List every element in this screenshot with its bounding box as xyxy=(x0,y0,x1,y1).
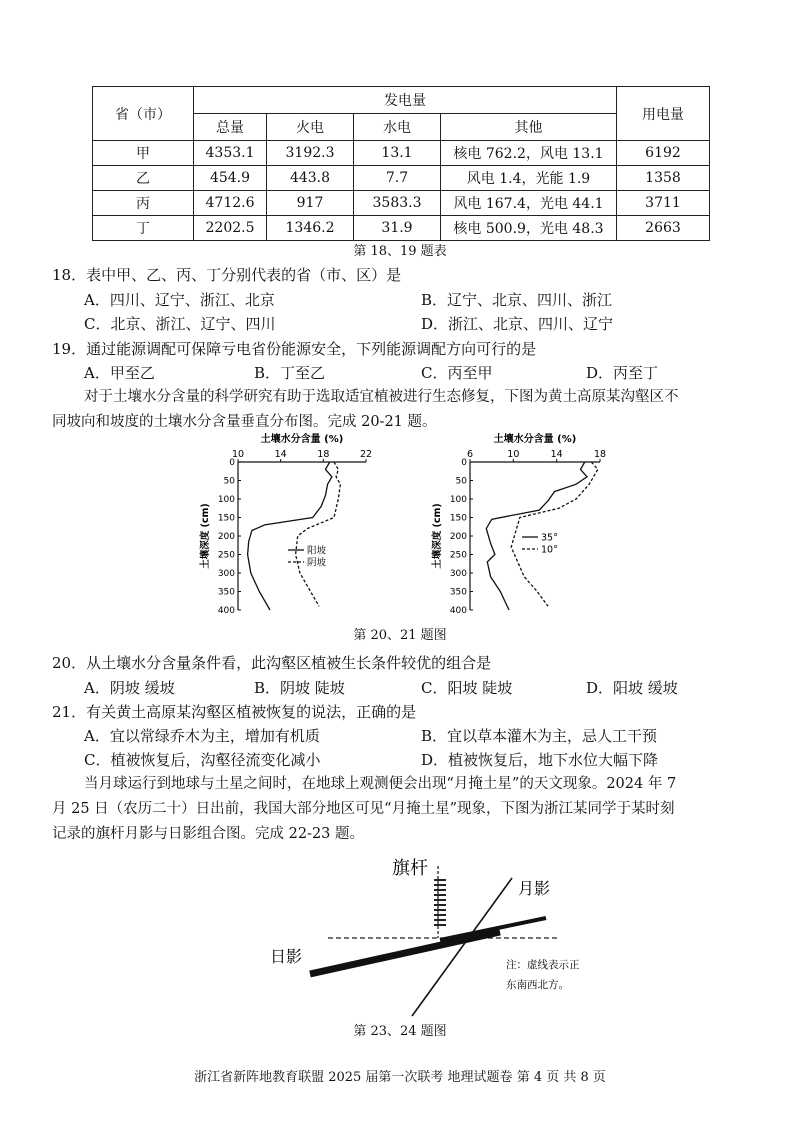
cell-thermal: 1346.2 xyxy=(267,216,354,241)
y-tick-label: 350 xyxy=(449,587,467,598)
y-tick-label: 200 xyxy=(449,532,467,542)
q19-option-c: C．丙至甲 xyxy=(421,364,493,382)
q20-option-d: D．阳坡 缓坡 xyxy=(586,679,678,697)
note-line2: 东南西北方。 xyxy=(506,979,569,991)
y-tick-label: 50 xyxy=(455,476,467,487)
cell-total: 4712.6 xyxy=(194,191,267,216)
header-province: 省（市） xyxy=(93,87,194,141)
q19-option-b: B．丁至乙 xyxy=(254,364,326,382)
cell-thermal: 917 xyxy=(267,191,354,216)
cell-other: 核电 500.9，光电 48.3 xyxy=(441,216,617,241)
series-line-secondary xyxy=(296,462,341,606)
q20-option-c: C．阳坡 陡坡 xyxy=(421,679,513,697)
row-name: 丁 xyxy=(93,216,194,241)
table-row xyxy=(93,191,710,216)
figure-20-21-caption: 第 20、21 题图 xyxy=(353,628,447,643)
table-row xyxy=(93,166,710,191)
intro-22-23-line1: 当月球运行到地球与土星之间时，在地球上观测便会出现“月掩土星”的天文现象。2024 年 7 xyxy=(84,776,677,792)
y-tick-label: 100 xyxy=(217,495,235,505)
cell-hydro: 7.7 xyxy=(354,166,441,191)
cell-thermal: 3192.3 xyxy=(267,141,354,166)
y-tick-label: 250 xyxy=(449,550,467,561)
table-row xyxy=(93,141,710,166)
flagpole-shadow-diagram xyxy=(250,852,610,1024)
q21-option-b: B．宜以草本灌木为主，忌人工干预 xyxy=(421,727,658,745)
cell-usage: 2663 xyxy=(617,216,710,241)
x-tick-label: 22 xyxy=(359,449,373,460)
x-tick-label: 10 xyxy=(507,449,520,460)
chart-title: 土壤水分含量 (%) xyxy=(260,434,344,445)
y-axis-label: 土壤深度 (cm) xyxy=(200,503,211,569)
y-tick-label: 250 xyxy=(217,550,235,561)
q20-option-b: B．阴坡 陡坡 xyxy=(254,679,345,697)
cell-usage: 1358 xyxy=(617,166,710,191)
cell-usage: 6192 xyxy=(617,141,710,166)
moon-shadow-label: 月影 xyxy=(518,879,551,898)
q21-stem: 21．有关黄土高原某沟壑区植被恢复的说法，正确的是 xyxy=(52,703,417,721)
y-tick-label: 350 xyxy=(217,587,235,598)
cell-thermal: 443.8 xyxy=(267,166,354,191)
q21-option-c: C．植被恢复后，沟壑径流变化减小 xyxy=(84,751,321,769)
y-tick-label: 0 xyxy=(229,458,235,468)
header-generation: 发电量 xyxy=(194,87,617,114)
y-tick-label: 0 xyxy=(461,458,467,468)
page-footer: 浙江省新阵地教育联盟 2025 届第一次联考 地理试题卷 第 4 页 共 8 页 xyxy=(194,1070,606,1085)
electricity-table xyxy=(92,86,710,241)
q19-stem: 19．通过能源调配可保障亏电省份能源安全，下列能源调配方向可行的是 xyxy=(52,340,537,358)
row-name: 甲 xyxy=(93,141,194,166)
cell-other: 风电 167.4，光电 44.1 xyxy=(441,191,617,216)
x-tick-label: 18 xyxy=(317,449,330,460)
row-name: 乙 xyxy=(93,166,194,191)
q18-option-c: C．北京、浙江、辽宁、四川 xyxy=(84,315,276,333)
q18-option-a: A．四川、辽宁、浙江、北京 xyxy=(84,291,275,309)
header-other: 其他 xyxy=(441,114,617,141)
y-axis-label: 土壤深度 (cm) xyxy=(432,503,443,569)
x-tick-label: 10 xyxy=(231,449,245,460)
soil-moisture-charts xyxy=(170,432,640,622)
sun-shadow-label: 日影 xyxy=(270,947,303,966)
cell-total: 2202.5 xyxy=(194,216,267,241)
q21-option-a: A．宜以常绿乔木为主，增加有机质 xyxy=(84,727,320,745)
q18-option-b: B．辽宁、北京、四川、浙江 xyxy=(421,291,613,309)
cell-total: 454.9 xyxy=(194,166,267,191)
cell-hydro: 13.1 xyxy=(354,141,441,166)
intro-20-21-line2: 同坡向和坡度的土壤水分含量垂直分布图。完成 20-21 题。 xyxy=(52,414,437,430)
intro-22-23-line2: 月 25 日（农历二十）日出前，我国大部分地区可见“月掩土星”现象，下图为浙江某同学于某时刻 xyxy=(52,801,675,817)
y-tick-label: 300 xyxy=(217,569,235,579)
header-thermal: 火电 xyxy=(267,114,354,141)
x-tick-label: 6 xyxy=(466,449,474,460)
y-tick-label: 150 xyxy=(217,513,235,524)
cell-hydro: 31.9 xyxy=(354,216,441,241)
series-line-primary xyxy=(248,462,332,610)
q19-option-a: A．甲至乙 xyxy=(84,364,155,382)
intro-20-21-line1: 对于土壤水分含量的科学研究有助于选取适宜植被进行生态修复，下图为黄土高原某沟壑区不 xyxy=(84,389,679,405)
flagpole-label: 旗杆 xyxy=(392,858,428,879)
row-name: 丙 xyxy=(93,191,194,216)
y-tick-label: 150 xyxy=(449,513,467,524)
table-caption: 第 18、19 题表 xyxy=(353,244,447,259)
cell-usage: 3711 xyxy=(617,191,710,216)
header-consumption: 用电量 xyxy=(617,87,710,141)
header-hydro: 水电 xyxy=(354,114,441,141)
legend-label: 阴坡 xyxy=(307,557,327,569)
series-line-primary xyxy=(486,462,587,610)
cell-other: 核电 762.2，风电 13.1 xyxy=(441,141,617,166)
flagpole-mark xyxy=(434,880,446,925)
legend-label: 10° xyxy=(541,544,558,556)
legend-label: 阳坡 xyxy=(307,545,327,557)
q21-option-d: D．植被恢复后，地下水位大幅下降 xyxy=(421,751,659,769)
figure-23-24-caption: 第 23、24 题图 xyxy=(353,1024,447,1039)
cell-total: 4353.1 xyxy=(194,141,267,166)
x-tick-label: 18 xyxy=(593,449,607,460)
table-row xyxy=(93,216,710,241)
x-tick-label: 14 xyxy=(274,449,287,460)
y-tick-label: 400 xyxy=(449,606,467,616)
q20-option-a: A．阴坡 缓坡 xyxy=(84,679,175,697)
intro-22-23-line3: 记录的旗杆月影与日影组合图。完成 22-23 题。 xyxy=(52,826,365,842)
legend-label: 35° xyxy=(541,532,558,544)
q19-option-d: D．丙至丁 xyxy=(586,364,659,382)
q20-stem: 20．从土壤水分含量条件看，此沟壑区植被生长条件较优的组合是 xyxy=(52,654,492,672)
y-tick-label: 100 xyxy=(449,495,467,505)
q18-stem: 18．表中甲、乙、丙、丁分别代表的省（市、区）是 xyxy=(52,266,402,284)
header-total: 总量 xyxy=(194,114,267,141)
y-tick-label: 50 xyxy=(223,476,235,487)
y-tick-label: 200 xyxy=(217,532,235,542)
cell-hydro: 3583.3 xyxy=(354,191,441,216)
chart-title: 土壤水分含量 (%) xyxy=(493,434,577,445)
y-tick-label: 400 xyxy=(217,606,235,616)
cell-other: 风电 1.4，光能 1.9 xyxy=(441,166,617,191)
note-line1: 注：虚线表示正 xyxy=(506,959,580,971)
y-tick-label: 300 xyxy=(449,569,467,579)
x-tick-label: 14 xyxy=(550,449,563,460)
q18-option-d: D．浙江、北京、四川、辽宁 xyxy=(421,315,614,333)
